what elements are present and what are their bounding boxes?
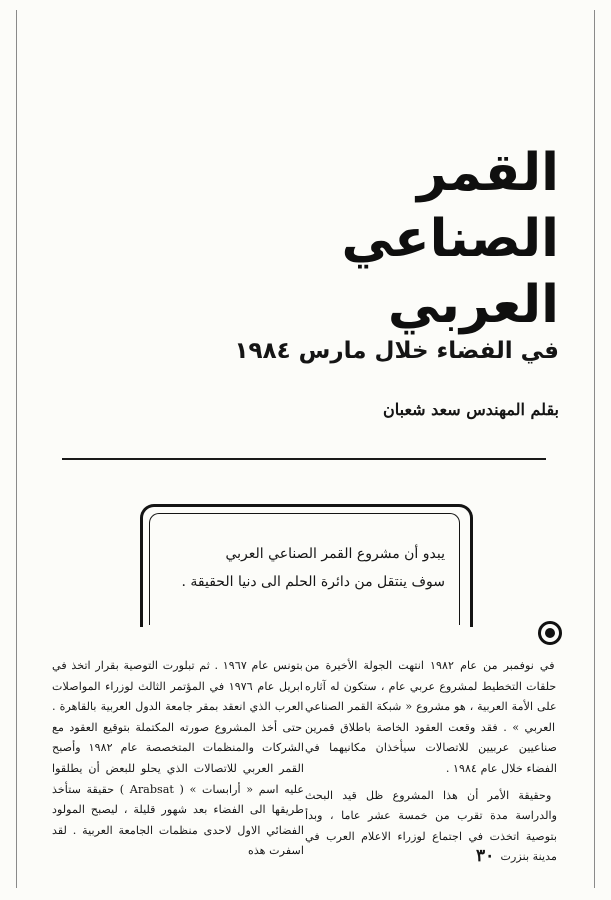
text-line: على الأمة العربية ، هو مشروع « شبكة القمر الصناعي [305,700,557,714]
pull-quote [165,540,445,596]
text-line: حلقات التخطيط لمشروع عربي عام ، ستكون له آثاره [305,679,557,693]
title-line-1: القمر [417,143,559,203]
paragraph [305,656,557,780]
text-line: خلال عام ١٩٨٤ . [445,761,523,775]
text-line: وحقيقة الأمر أن هذا المشروع ظل قيد البحث [305,788,552,802]
body-column-left [52,656,304,862]
paragraph [52,656,304,862]
text-line: صناعيين عربيين للاتصالات سيأخذان مكانيهما في الفضاء [305,741,557,775]
text-line: في نوفمبر من عام ١٩٨٢ انتهت الجولة الأخيرة من [305,659,555,672]
text-line: والدراسة مدة تقرب من خمسة عشر عاما ، وبدأ بتوصية [305,809,557,843]
text-line: اتخذت في اجتماع لوزراء الاعلام العرب في مدينة بنزرت [305,829,557,864]
article-title [139,140,559,338]
section-divider [62,458,546,460]
text-line: ابريل عام ١٩٧٦ في المؤتمر الثالث لوزراء المواصلات [52,679,303,693]
text-line: حتى أخذ المشروع صورته المكتملة بتوقيع العقود مع [52,720,303,734]
page-number: ٣٠ [476,846,495,866]
body-column-right [305,656,557,868]
pull-quote-line-2: سوف ينتقل من دائرة الحلم الى دنيا الحقيقة . [181,574,445,590]
author-byline: بقلم المهندس سعد شعبان [382,400,559,419]
title-line-2: الصناعي [341,209,559,269]
text-line: الشركات والمنظمات المتخصصة عام ١٩٨٢ وأصبح القمر [52,741,304,775]
section-ornament-icon [538,621,562,645]
text-line: بتونس عام ١٩٦٧ . ثم تبلورت التوصية بقرار اتخذ في [52,659,303,672]
text-line: العرب الذي انعقد بمقر جامعة الدول العربية بالقاهرة . [52,700,304,714]
article-subtitle: في الفضاء خلال مارس ١٩٨٤ [234,338,559,364]
title-line-3: العربي [387,275,559,335]
text-line: لاحدى منظمات الجامعة العربية . لقد اسفرت هذه [52,823,304,858]
paragraph [305,786,557,868]
text-line: العربي للاتصالات الذي يحلو للبعض أن يطلقوا عليه اسم [52,761,304,796]
pull-quote-line-1: يبدو أن مشروع القمر الصناعي العربي [225,546,445,562]
text-line: « أرابسات » ( Arabsat ) حقيقة ستأخذ طريقها الى [52,782,304,817]
text-line: الفضاء بعد شهور قليلة ، ليصبح المولود الفضائي الاول [52,803,304,837]
text-line: العربي » . فقد وقعت العقود الخاصة باطلاق قمرين [305,720,556,734]
